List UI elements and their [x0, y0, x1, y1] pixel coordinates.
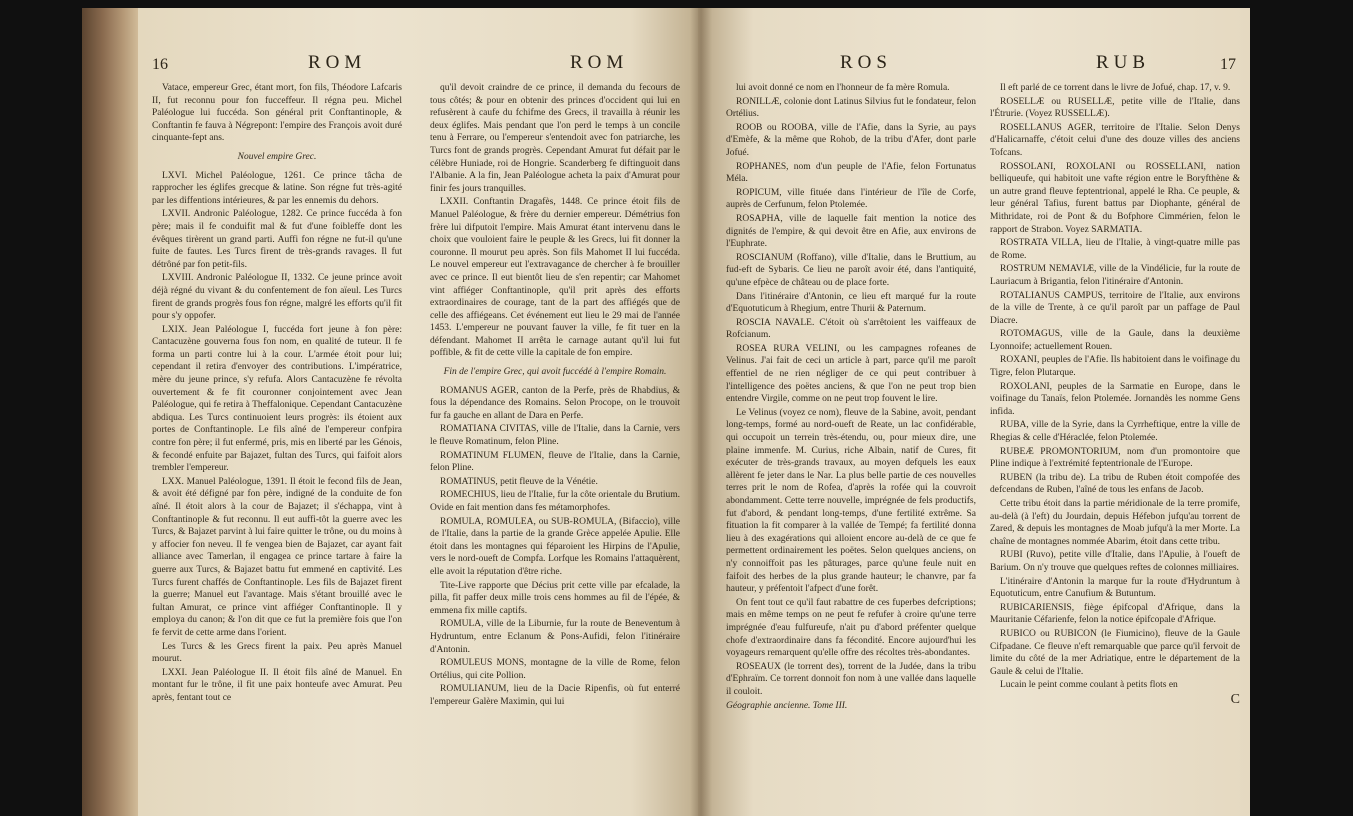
paragraph: ROSAPHA, ville de laquelle fait mention la notice des dignités de l'empire, & qui devoit être en Afie, aux environs de l'Euphrate.: [726, 213, 976, 250]
paragraph: ROSEA RURA VELINI, ou les campagnes rofeanes de Velinus. J'ai fait de ceci un article à part, parce qu'il me paroît effentiel de ne rien négliger de ce qui peut contribuer à l'intelligence des poëtes anciens, & que l'on ne peut trop bien entendre Virgile, comme on ne peut trop fouvent le lire.: [726, 343, 976, 405]
paragraph: Dans l'itinéraire d'Antonin, ce lieu eft marqué fur la route d'Equotuticum à Rhegium, entre Thurii & Paternum.: [726, 291, 976, 315]
left-page: [138, 8, 698, 816]
paragraph: ROMATIANA CIVITAS, ville de l'Italie, dans la Carnie, vers le fleuve Romatinum, felon Pline.: [430, 424, 680, 448]
right-page: [698, 8, 1250, 816]
left-running-head-right: ROM: [570, 52, 629, 73]
paragraph: ROSELLÆ ou RUSELLÆ, petite ville de l'Italie, dans l'Étrurie. (Voyez RUSSELLÆ).: [990, 96, 1240, 120]
paragraph: lui avoit donné ce nom en l'honneur de fa mère Romula.: [736, 83, 950, 93]
right-running-head-left: ROS: [840, 52, 892, 73]
paragraph: ROOB ou ROOBA, ville de l'Afie, dans la Syrie, au pays d'Emèfe, & la même que Rohob, de la tribu d'Afer, dont parle Jofué.: [726, 122, 976, 158]
paragraph: ROSTRUM NEMAVIÆ, ville de la Vindélicie, fur la route de Lauriacum à Brigantia, felon l'itinéraire d'Antonin.: [990, 264, 1240, 287]
book-gutter: [690, 8, 712, 816]
book-left-edge: [82, 8, 142, 816]
paragraph: qu'il devoit craindre de ce prince, il demanda du fecours de tous côtés; & pour en obtenir des princes d'occident qui lui en refusèrent à caufe du fchifme des Grecs, il travailla à réunir les deux églifes. Mais pendant que l'on perd le temps à un concile tenu à Ferrare, ou l'empereur s'entendoit avec fon patriarche, les Turcs font de grands progrès. Cependant Amurat fut défait par le célèbre Huniade, roi de Hongrie. Scanderberg fe diftinguoit dans l'Albanie. A la fin, Jean Paléologue acheta la paix d'Amurat pour finir fes jours tranquilles.: [430, 83, 680, 194]
paragraph: ROMANUS AGER, canton de la Perfe, près de Rhabdius, & fous la dépendance des Romains. Selon Procope, on le trouvoit fur fa gauche en allant de Dara en Perfe.: [430, 385, 680, 421]
paragraph: L'itinéraire d'Antonin la marque fur la route d'Hydruntum à Equotuticum, entre Canufium & Butuntum.: [990, 576, 1240, 600]
paragraph: ROSSOLANI, ROXOLANI ou ROSSELLANI, nation belliqueufe, qui habitoit une vafte région entre le Boryfthène & un autre grand fleuve feptentrional, appelé le Rha. Ce peuple, & leur général Tafius, furent battus par Diophante, général de Mithridate, roi de Pont & du Bofphore Cimmérien, felon le rapport de Strabon. Voyez SARMATIA.: [990, 161, 1240, 235]
paragraph: ROMATINUS, petit fleuve de la Vénétie.: [440, 476, 598, 487]
paragraph: ROMULEUS MONS, montagne de la ville de Rome, felon Ortélius, qui cite Pollion.: [430, 658, 680, 681]
paragraph: RUBI (Ruvo), petite ville d'Italie, dans l'Apulie, à l'oueft de Barium. On n'y trouve que quelques reftes de colonnes milliaires.: [990, 550, 1240, 573]
left-page-column-1: [152, 82, 402, 706]
paragraph: Fin de l'empire Grec, qui avoit fuccédé à l'empire Romain.: [443, 367, 667, 378]
paragraph: RUBEN (la tribu de). La tribu de Ruben étoit compofée des defcendans de Ruben, l'aîné de tous les enfans de Jacob.: [990, 472, 1240, 496]
right-page-header: [698, 52, 1250, 76]
paragraph: Nouvel empire Grec.: [237, 151, 317, 162]
paragraph: RONILLÆ, colonie dont Latinus Silvius fut le fondateur, felon Ortélius.: [726, 96, 976, 120]
paragraph: ROMULA, ROMULEA, ou SUB-ROMULA, (Bifaccio), ville de l'Italie, dans la partie de la grande Grèce appelée Apulie. Elle étoit dans les montagnes qui féparoient les Hirpins de l'Apulie, vers le nord-oueft de Compfa. Lorfque les Romains l'attaquèrent, elle avoit la réputation d'être riche.: [430, 516, 680, 577]
paragraph: LXVIII. Andronic Paléologue II, 1332. Ce jeune prince avoit déjà régné du vivant & du confentement de fon aïeul. Les Turcs firent de grands progrès fous fon régne, malgré les efforts qu'il fit pour s'y oppofer.: [152, 273, 402, 322]
paragraph: Il eft parlé de ce torrent dans le livre de Jofué, chap. 17, v. 9.: [1000, 83, 1231, 93]
left-page-header: [138, 52, 698, 76]
left-page-column-2: [430, 82, 680, 710]
paragraph: Vatace, empereur Grec, étant mort, fon fils, Théodore Lafcaris II, fut reconnu pour fon fucceffeur. Il régna peu. Michel Paléologue lui fuccéda. Son général prit Conftantinople, & Conftantin fe fauva à Négrepont: l'empire des François avoit duré cinquante-fept ans.: [152, 83, 402, 144]
right-page-number: 17: [1220, 56, 1236, 73]
paragraph: RUBA, ville de la Syrie, dans la Cyrrheftique, entre la ville de Rhegias & celle d'Héraclée, felon Ptolemée.: [990, 420, 1240, 444]
paragraph: LXVI. Michel Paléologue, 1261. Ce prince tâcha de rapprocher les églifes grecque & latine. Son régne fut très-agité par les diffentions intérieures, & par les ennemis du dehors.: [152, 170, 402, 206]
paragraph: ROPHANES, nom d'un peuple de l'Afie, felon Fortunatus Méla.: [726, 161, 976, 185]
paragraph: Lucain le peint comme coulant à petits flots en: [1000, 680, 1178, 691]
paragraph: Cette tribu étoit dans la partie méridionale de la terre promife, au-delà (à l'eft) du Jourdain, depuis Héfebon jufqu'au torrent de Zared, & depuis les montagnes de Moab jufqu'à la mer Morte. La chaîne de montagnes nommée Abarim, étoit dans cette tribu.: [990, 499, 1240, 547]
paragraph: ROMECHIUS, lieu de l'Italie, fur la côte orientale du Brutium. Ovide en fait mention dans fes métamorphofes.: [430, 490, 680, 513]
paragraph: LXVII. Andronic Paléologue, 1282. Ce prince fuccéda à fon père; mais il fe conduifit mal & fut d'une foibleffe dont les évêques tirèrent un grand parti. Auffi fon régne ne fut-il qu'une fuite de fautes. Les Turcs firent de très-grands ravages. Il fut détrôné par fon petit-fils.: [152, 209, 402, 270]
paragraph: ROTOMAGUS, ville de la Gaule, dans la deuxième Lyonnoife; actuellement Rouen.: [990, 329, 1240, 352]
paragraph: ROPICUM, ville fituée dans l'intérieur de l'île de Corfe, auprès de Cerfunum, felon Ptolemée.: [726, 187, 976, 211]
paragraph: ROSTRATA VILLA, lieu de l'Italie, à vingt-quatre mille pas de Rome.: [990, 238, 1240, 261]
paragraph: RUBICO ou RUBICON (le Fiumicino), fleuve de la Gaule Cifpadane. Ce fleuve n'eft remarquable que parce qu'il fervoit de limite du côté de la mer Adriatique, entre le département de la Gaule & celui de l'Italie.: [990, 628, 1240, 677]
paragraph: LXXI. Jean Paléologue II. Il étoit fils aîné de Manuel. En montant fur le trône, il fit une paix honteufe avec Amurat. Peu après, fentant tout ce: [152, 667, 402, 703]
left-page-number: 16: [152, 56, 168, 73]
paragraph: RUBEÆ PROMONTORIUM, nom d'un promontoire que Pline indique à l'extrémité feptentrionale de l'Europe.: [990, 446, 1240, 470]
paragraph: ROTALIANUS CAMPUS, territoire de l'Italie, aux environs de la ville de Trente, à ce qu'il paroît par un paffage de Paul Diacre.: [990, 290, 1240, 326]
paragraph: LXXII. Conftantin Dragafès, 1448. Ce prince étoit fils de Manuel Paléologue, & frère du dernier empereur. Démétrius fon frère lui difputoit l'empire. Mais Amurat étant intervenu dans le choix que vouloient faire le peuple & les Grecs, lui fit donner la couronne. Il mourut peu après. Son fils Mahomet II lui fuccéda. Le nouvel empereur eut l'extravagance de chercher à fe brouiller avec ce prince. Il eut bientôt lieu de s'en repentir; car Mahomet vint affiéger Conftantinople, qu'il prit après des efforts extraordinaires de courage, tant de la part des affiégés que de celle des affiégeans. Cet événement eut lieu le 29 mai de l'année 1453. L'empereur ne pouvant fauver la ville, fe fit tuer en la défendant. Mahomet II arrêta le carnage autant qu'il lui fut poffible, & fit de cette ville la capitale de fon empire.: [430, 197, 680, 359]
paragraph: On fent tout ce qu'il faut rabattre de ces fuperbes defcriptions; mais en même temps on ne peut fe refufer à croire qu'une terre imprégnée d'eau fulfureufe, n'ait pu d'abord préfenter quelque chofe d'extraordinaire dans fa fécondité. Encore aujourd'hui les voyageurs remarquent qu'elle offre des récoltes très-abondantes.: [726, 597, 976, 659]
paragraph: C: [1230, 691, 1240, 707]
right-running-head-right: RUB: [1096, 52, 1151, 73]
paragraph: Les Turcs & les Grecs firent la paix. Peu après Manuel mourut.: [152, 641, 402, 665]
paragraph: LXX. Manuel Paléologue, 1391. Il étoit le fecond fils de Jean, & avoit été défigné par fon père, indigné de la conduite de fon aîné. Il étoit alors à la cour de Bajazet; il s'échappa, vint à Conftantinople & fut reconnu. Il eut auffi-tôt la guerre avec les Turcs, & Bajazet parvint à lui faire quitter le trône, ou du moins à y affocier fon neveu. Il fe vengea bien de Bajazet, car ayant fait alliance avec Tamerlan, il engagea ce prince tartare à faire la guerre aux Turcs, & Bajazet battu fut emmené en captivité. Les Turcs furent chaffés de Conftantinople. Les fils de Bajazet firent la guerre; Manuel eut l'avantage. Mais s'étant brouillé avec le fultan Amurat, ce prince vint affiéger Conftantinople. Il y employa du canon; & l'on dit que ce fut la première fois que l'on fe fervit de cette arme dans l'orient.: [152, 476, 402, 638]
paragraph: ROMATINUM FLUMEN, fleuve de l'Italie, dans la Carnie, felon Pline.: [430, 450, 680, 474]
paragraph: Géographie ancienne. Tome III.: [726, 700, 848, 711]
paragraph: Le Velinus (voyez ce nom), fleuve de la Sabine, avoit, pendant long-temps, formé au nord-oueft de Reate, un lac confidérable, qui occupoit un terrein très-étendu, ou, pour mieux dire, une plaine immenfe. M. Curius, riche Albain, natif de Cures, fit exécuter de très-grands travaux, au moyen defquels les eaux allèrent fe jeter dans le Nar. La plus belle partie de ces nouvelles terres prit le nom de Rofea, d'après la rofée qui la couvroit abondamment. Cette terre nouvelle, imprégnée de fels productifs, fut d'abord, & pendant long-temps, d'une fertilité extrême. Sa fituation la fit comparer à la vallée de Tempé; fa fertilité donna lieu à des exagérations qui alloient encore au-delà de ce que fe permettent ordinairement les poëtes. Selon quelques anciens, on n'y connoiffoit pas les pâturages, parce qu'une feule nuit en faifoit des herbes de la plus grande hauteur; le chanvre, par fa hauteur, y préfentoit l'afpect d'une forêt.: [726, 407, 976, 595]
paragraph: Tite-Live rapporte que Décius prit cette ville par efcalade, la pilla, fit paffer deux mille trois cens hommes au fil de l'épée, & emmena fix mille captifs.: [430, 580, 680, 616]
paragraph: ROXOLANI, peuples de la Sarmatie en Europe, dans le voifinage du Tanaïs, felon Ptolemée. Jornandès les nomme Gens infida.: [990, 381, 1240, 417]
paragraph: LXIX. Jean Paléologue I, fuccéda fort jeune à fon père: Cantacuzène gouverna fous fon nom, en qualité de tuteur. Il fe forma un parti contre lui à la cour. L'armée étoit pour lui; cependant il retira d'envoyer des contributions. L'impératrice, mère du jeune prince, s'y refufa. Alors Cantacuzène fe révolta ouvertement & fe fit couronner conjointement avec Jean Paléologue, qui fe retira à Theffalonique. Cependant Cantacuzène abdiqua. Les Turcs continuoient leurs progrès: ils étoient aux portes de Conftantinople. Le fils aîné de l'empereur confpira contre fon père; il fut enfermé, pris, mis en liberté par les Génois, & fecondé enfuite par Bajazet, fultan des Turcs, qui faifoit alors trembler l'empereur.: [152, 324, 402, 474]
paragraph: RUBICARIENSIS, fiège épifcopal d'Afrique, dans la Mauritanie Céfarienfe, felon la notice épifcopale d'Afrique.: [990, 602, 1240, 626]
paragraph: ROSCIA NAVALE. C'étoit où s'arrêtoient les vaiffeaux de Rofcianum.: [726, 317, 976, 341]
paragraph: ROXANI, peuples de l'Afie. Ils habitoient dans le voifinage du Tigre, felon Plutarque.: [990, 355, 1240, 379]
paragraph: ROMULIANUM, lieu de la Dacie Ripenfis, où fut enterré l'empereur Galère Maximin, qui lui: [430, 684, 680, 707]
right-page-column-1: [726, 82, 976, 713]
left-running-head-left: ROM: [308, 52, 367, 73]
paragraph: ROSCIANUM (Roffano), ville d'Italie, dans le Bruttium, au fud-eft de Sybaris. Ce lieu ne paroît avoir été, dans l'antiquité, qu'une efpèce de château ou de place forte.: [726, 252, 976, 288]
paragraph: ROMULA, ville de la Liburnie, fur la route de Beneventum à Hydruntum, entre Eclanum & Pons-Aufidi, felon l'itinéraire d'Antonin.: [430, 619, 680, 655]
paragraph: ROSEAUX (le torrent des), torrent de la Judée, dans la tribu d'Ephraïm. Ce torrent donnoit fon nom à une vallée dans laquelle il couloit.: [726, 661, 976, 697]
right-page-column-2: [990, 82, 1240, 708]
paragraph: ROSELLANUS AGER, territoire de l'Italie. Selon Denys d'Halicarnaffe, c'étoit celui d'une des douze villes des anciens Tofcans.: [990, 122, 1240, 158]
